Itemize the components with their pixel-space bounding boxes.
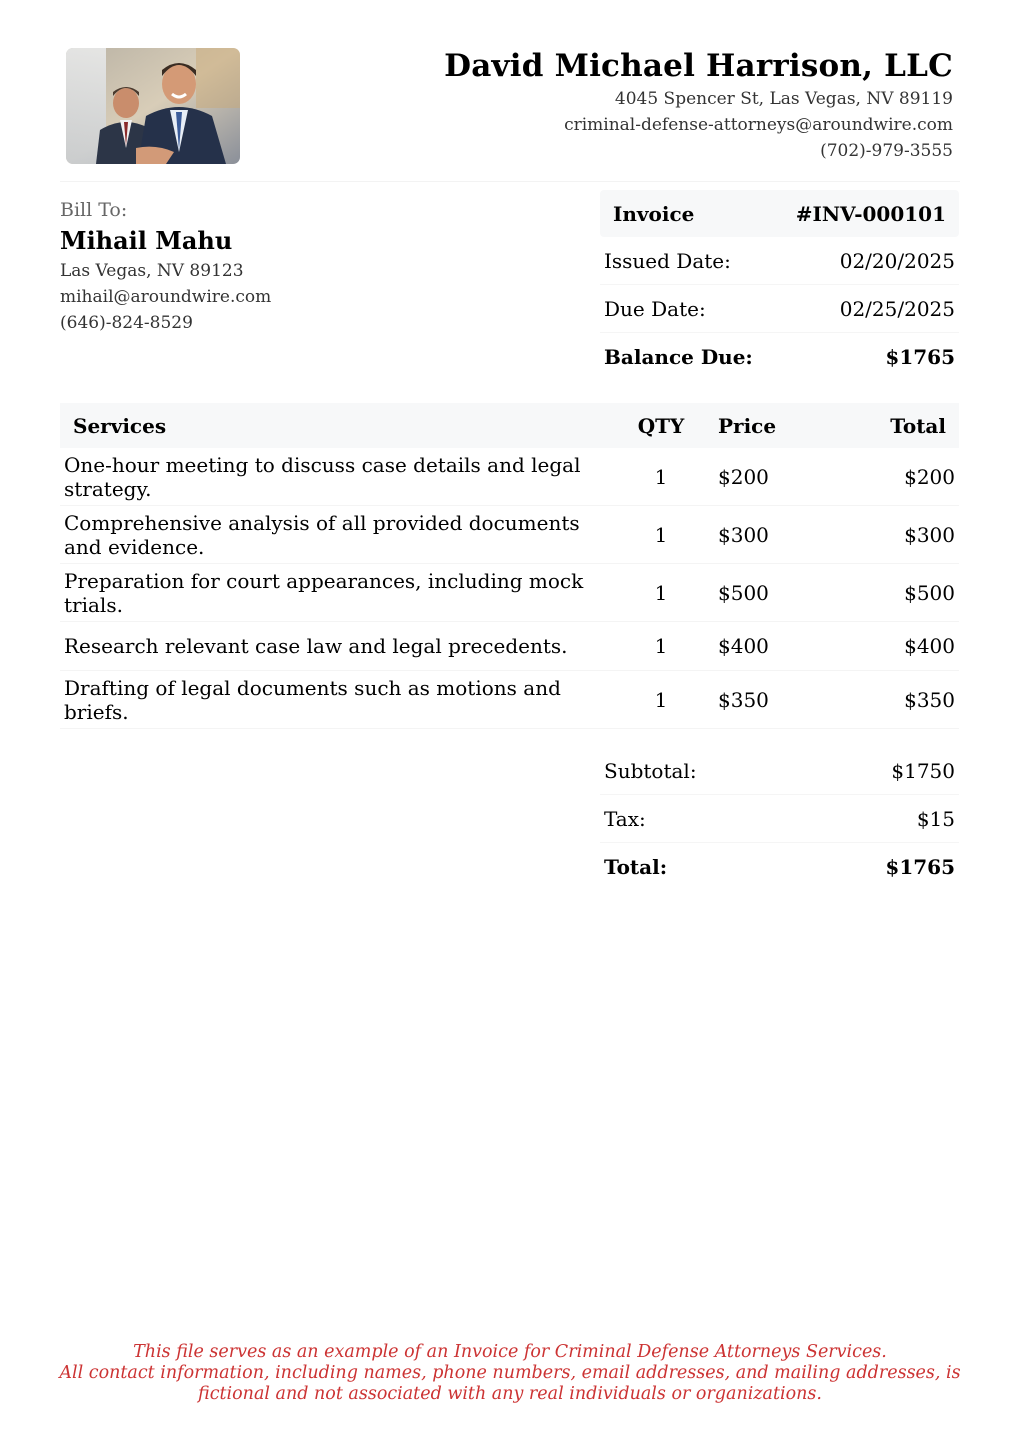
- issued-date-value: 02/20/2025: [839, 248, 955, 273]
- table-row: [60, 622, 959, 671]
- service-description: Preparation for court appearances, including mock trials.: [60, 564, 616, 622]
- header-qty: QTY: [616, 403, 706, 448]
- header-services: Services: [60, 403, 616, 448]
- total-label: Total:: [604, 854, 668, 879]
- service-qty: 1: [616, 564, 706, 622]
- service-qty: 1: [616, 448, 706, 506]
- table-row: [60, 448, 959, 506]
- attorneys-photo: [66, 48, 240, 164]
- service-price: $500: [706, 564, 838, 622]
- company-email[interactable]: criminal-defense-attorneys@aroundwire.com: [564, 115, 953, 135]
- due-date-row: [600, 285, 959, 333]
- service-total: $400: [838, 622, 959, 671]
- subtotal-label: Subtotal:: [604, 758, 697, 783]
- service-price: $200: [706, 448, 838, 506]
- totals-section: [600, 747, 959, 890]
- attorneys-photo-illustration: [66, 48, 240, 164]
- header-total: Total: [838, 403, 959, 448]
- service-description: Research relevant case law and legal precedents.: [60, 622, 616, 671]
- header-price: Price: [706, 403, 838, 448]
- invoice-label: Invoice: [613, 201, 695, 226]
- service-total: $500: [838, 564, 959, 622]
- invoice-meta: [600, 190, 959, 380]
- service-qty: 1: [616, 506, 706, 564]
- client-address: Las Vegas, NV 89123: [60, 261, 244, 281]
- header-divider: [60, 181, 960, 182]
- total-row: [600, 843, 959, 890]
- services-table: [60, 403, 959, 729]
- table-row: [60, 564, 959, 622]
- client-email[interactable]: mihail@aroundwire.com: [60, 287, 272, 307]
- bill-to-label: Bill To:: [60, 199, 128, 221]
- service-price: $350: [706, 671, 838, 729]
- table-row: [60, 506, 959, 564]
- service-total: $200: [838, 448, 959, 506]
- bill-to-section: [60, 197, 271, 336]
- service-description: Comprehensive analysis of all provided documents and evidence.: [60, 506, 616, 564]
- balance-due-label: Balance Due:: [604, 344, 753, 369]
- disclaimer-line-1: This file serves as an example of an Invoice for Criminal Defense Attorneys Services.: [133, 1342, 887, 1362]
- service-qty: 1: [616, 622, 706, 671]
- total-value: $1765: [885, 854, 955, 879]
- service-price: $300: [706, 506, 838, 564]
- service-description: Drafting of legal documents such as motions and briefs.: [60, 671, 616, 729]
- subtotal-row: [600, 747, 959, 795]
- service-total: $300: [838, 506, 959, 564]
- service-price: $400: [706, 622, 838, 671]
- company-address: 4045 Spencer St, Las Vegas, NV 89119: [614, 89, 953, 109]
- company-info: [444, 46, 953, 164]
- issued-date-row: [600, 237, 959, 285]
- issued-date-label: Issued Date:: [604, 248, 731, 273]
- due-date-value: 02/25/2025: [839, 296, 955, 321]
- table-row: [60, 671, 959, 729]
- balance-due-value: $1765: [885, 344, 955, 369]
- tax-label: Tax:: [604, 806, 646, 831]
- tax-row: [600, 795, 959, 843]
- company-phone: (702)-979-3555: [820, 141, 953, 161]
- disclaimer-line-3: fictional and not associated with any real individuals or organizations.: [198, 1384, 822, 1404]
- service-qty: 1: [616, 671, 706, 729]
- due-date-label: Due Date:: [604, 296, 706, 321]
- service-total: $350: [838, 671, 959, 729]
- table-header-row: [60, 403, 959, 448]
- service-description: One-hour meeting to discuss case details and legal strategy.: [60, 448, 616, 506]
- invoice-header-row: [600, 190, 959, 237]
- footer-disclaimer: [0, 1342, 1020, 1405]
- company-name: David Michael Harrison, LLC: [444, 48, 953, 84]
- client-phone: (646)-824-8529: [60, 313, 193, 333]
- client-name: Mihail Mahu: [60, 226, 233, 255]
- subtotal-value: $1750: [891, 758, 955, 783]
- balance-due-row: [600, 333, 959, 380]
- tax-value: $15: [916, 806, 955, 831]
- disclaimer-line-2: All contact information, including names, phone numbers, email addresses, and mailing addresses, is: [59, 1363, 961, 1383]
- invoice-number: #INV-000101: [795, 201, 946, 226]
